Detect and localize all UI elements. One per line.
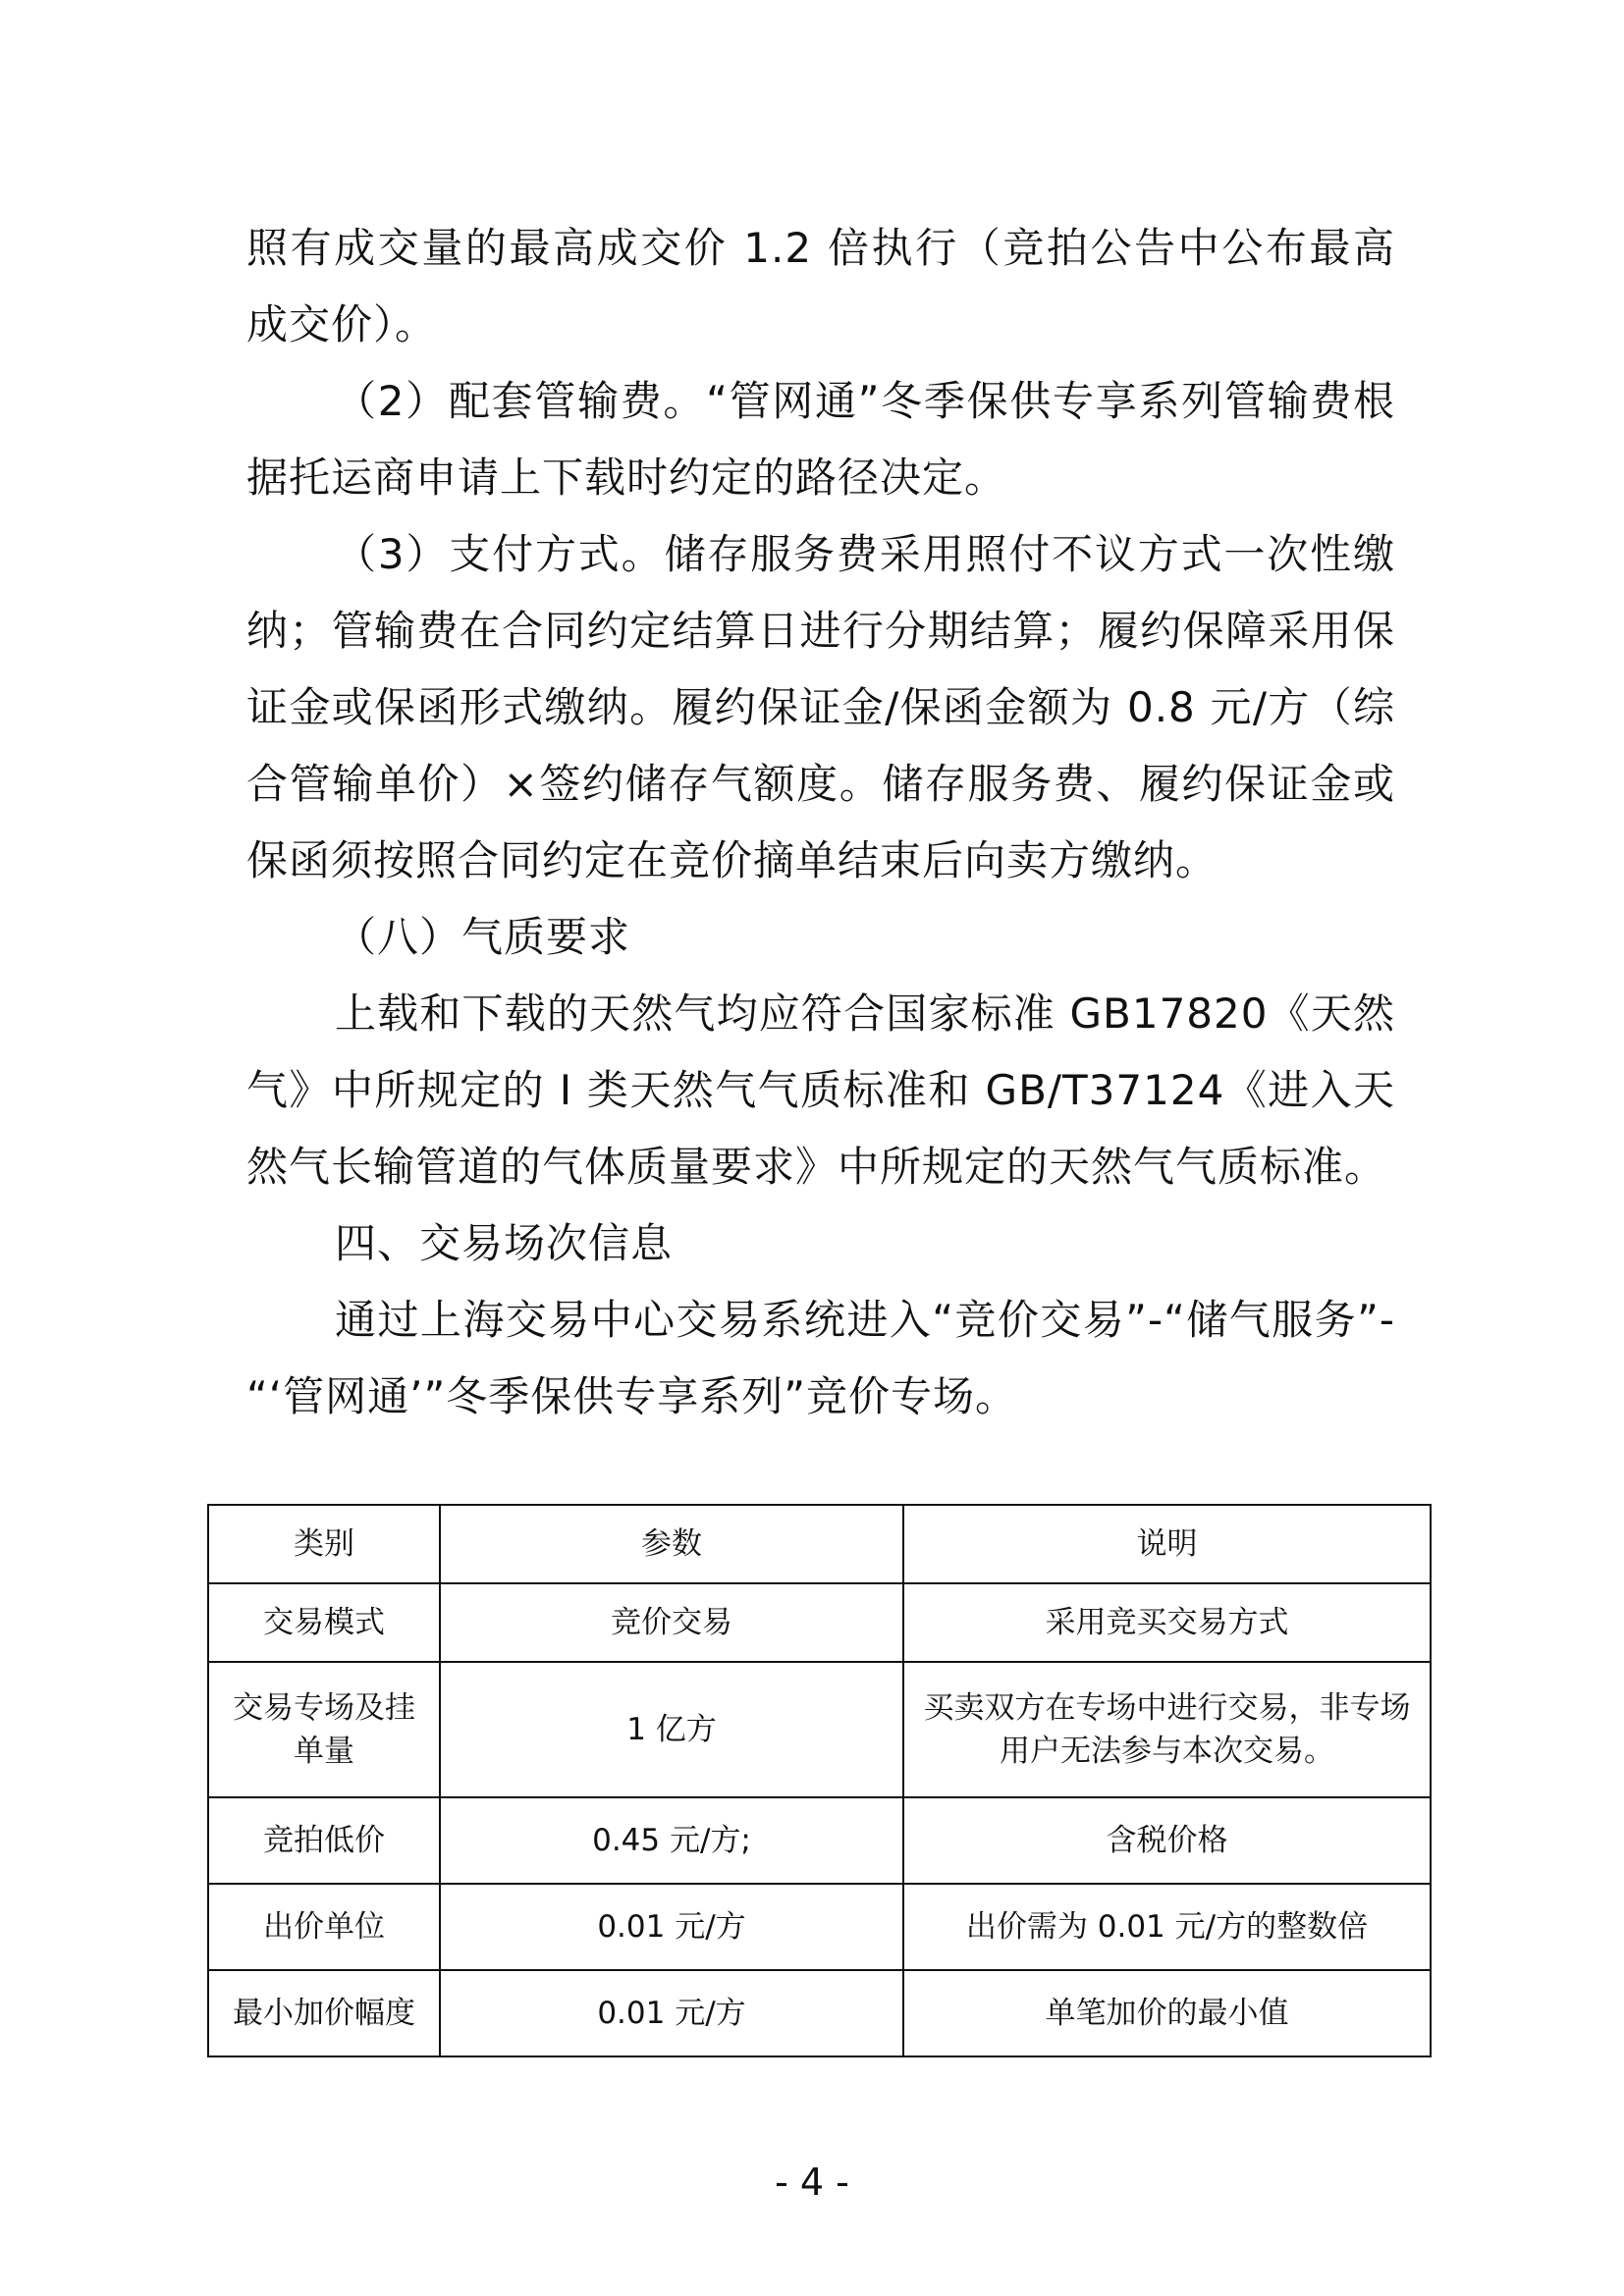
table-cell-description: 出价需为 0.01 元/方的整数倍 xyxy=(903,1884,1431,1970)
table-cell-parameter: 0.01 元/方 xyxy=(440,1884,903,1970)
paragraph-pipeline-fee: （2）配套管输费。“管网通”冬季保供专享系列管输费根据托运商申请上下载时约定的路径决定。 xyxy=(246,377,1395,502)
table-header-description: 说明 xyxy=(903,1505,1431,1583)
trading-parameters-table xyxy=(207,1504,1432,2057)
table-header-row xyxy=(208,1505,1431,1583)
page-number: - 4 - xyxy=(775,2161,849,2204)
table-cell-description: 单笔加价的最小值 xyxy=(903,1970,1431,2056)
table-cell-category: 交易专场及挂单量 xyxy=(208,1662,440,1797)
section-heading-gas-quality: （八）气质要求 xyxy=(335,913,631,961)
table-cell-description: 含税价格 xyxy=(903,1797,1431,1884)
table-row xyxy=(208,1797,1431,1884)
table-header-parameter: 参数 xyxy=(440,1505,903,1583)
paragraph-trading-session: 通过上海交易中心交易系统进入“竞价交易”-“储气服务”- “‘管网通’”冬季保供专享系列”竞价专场。 xyxy=(246,1296,1395,1420)
table-cell-category: 竞拍低价 xyxy=(208,1797,440,1884)
trading-parameters-table-wrapper xyxy=(207,1504,1430,2057)
paragraph-price-continuation: 照有成交量的最高成交价 1.2 倍执行（竞拍公告中公布最高成交价）。 xyxy=(246,224,1395,348)
table-cell-parameter: 1 亿方 xyxy=(440,1662,903,1797)
body-text xyxy=(246,210,1395,1435)
table-cell-description: 买卖双方在专场中进行交易，非专场用户无法参与本次交易。 xyxy=(903,1662,1431,1797)
section-heading-trading-session: 四、交易场次信息 xyxy=(335,1219,674,1267)
table-header-category: 类别 xyxy=(208,1505,440,1583)
table-row xyxy=(208,1662,1431,1797)
table-cell-category: 交易模式 xyxy=(208,1583,440,1662)
table-cell-parameter: 0.45 元/方; xyxy=(440,1797,903,1884)
table-row xyxy=(208,1884,1431,1970)
table-row xyxy=(208,1970,1431,2056)
table-row xyxy=(208,1583,1431,1662)
paragraph-gas-quality: 上载和下载的天然气均应符合国家标准 GB17820《天然气》中所规定的 I 类天然气气质标准和 GB/T37124《进入天然气长输管道的气体质量要求》中所规定的天然气气质标准。 xyxy=(246,989,1395,1191)
table-cell-parameter: 0.01 元/方 xyxy=(440,1970,903,2056)
table-cell-description: 采用竞买交易方式 xyxy=(903,1583,1431,1662)
table-cell-category: 最小加价幅度 xyxy=(208,1970,440,2056)
table-cell-category: 出价单位 xyxy=(208,1884,440,1970)
table-cell-parameter: 竞价交易 xyxy=(440,1583,903,1662)
paragraph-payment-method: （3）支付方式。储存服务费采用照付不议方式一次性缴纳；管输费在合同约定结算日进行分期结算；履约保障采用保证金或保函形式缴纳。履约保证金/保函金额为 0.8 元/方（综合管输单价）×签约储存气额度。储存服务费、履约保证金或保函须按照合同约定在竞价摘单结束后向卖方缴纳。 xyxy=(246,530,1395,884)
